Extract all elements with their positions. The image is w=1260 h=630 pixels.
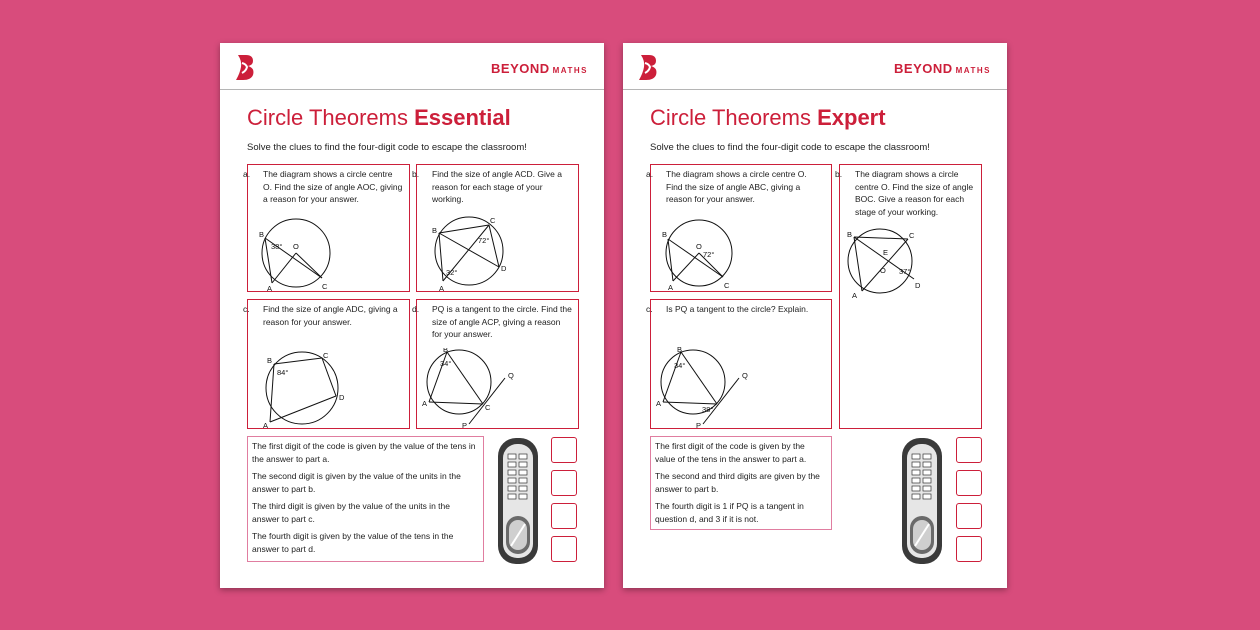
code-digit-4[interactable] (956, 536, 982, 562)
diagram-b (423, 213, 519, 291)
svg-text:C: C (909, 231, 915, 240)
svg-text:84°: 84° (277, 368, 289, 377)
clue-4: The fourth digit is given by the value of the tens in the answer to part d. (252, 531, 454, 554)
brand-name: BEYOND (491, 61, 550, 76)
svg-text:C: C (485, 403, 491, 412)
svg-text:A: A (852, 291, 858, 299)
worksheet-expert (623, 43, 1007, 588)
question-c-text: c. Is PQ a tangent to the circle? Explain. (646, 304, 809, 314)
diagram-d (421, 348, 521, 428)
svg-text:O: O (880, 266, 886, 275)
clue-1: The first digit of the code is given by the value of the tens in the answer to part a. (252, 441, 476, 464)
beyond-logo-icon (637, 53, 659, 81)
svg-text:72°: 72° (478, 236, 490, 245)
code-digit-4[interactable] (551, 536, 577, 562)
keypad-lock-icon (496, 436, 540, 566)
code-digit-3[interactable] (956, 503, 982, 529)
worksheet-essential (220, 43, 604, 588)
svg-text:O: O (696, 242, 702, 251)
sheet-header (623, 43, 1007, 90)
brand-wordmark (894, 61, 991, 76)
page-title (650, 105, 886, 131)
svg-text:A: A (263, 421, 269, 428)
diagram-c (655, 346, 755, 428)
instruction-text: Solve the clues to find the four-digit code to escape the classroom! (247, 142, 527, 153)
brand-sub: MATHS (552, 66, 588, 75)
question-a-text: a. The diagram shows a circle centre O. Find the size of angle ABC, giving a reason for your answer. (646, 169, 807, 204)
question-b-box (412, 164, 579, 292)
brand-sub: MATHS (955, 66, 991, 75)
code-digit-3[interactable] (551, 503, 577, 529)
question-b-text: b. Find the size of angle ACD. Give a reason for each stage of your working. (412, 169, 562, 204)
question-d-box (412, 299, 579, 429)
title-plain: Circle Theorems (650, 105, 818, 130)
svg-text:34°: 34° (440, 359, 452, 368)
svg-text:C: C (724, 281, 730, 290)
diagram-a (252, 217, 342, 291)
question-c-box (646, 299, 832, 429)
question-a-text: a. The diagram shows a circle centre O. Find the size of angle AOC, giving a reason for your answer. (243, 169, 403, 204)
svg-text:E: E (883, 248, 889, 257)
brand-name: BEYOND (894, 61, 953, 76)
question-d-text: d. PQ is a tangent to the circle. Find the size of angle ACP, giving a reason for your answer. (412, 304, 572, 339)
svg-text:B: B (662, 230, 668, 239)
svg-text:C: C (322, 282, 328, 291)
svg-text:A: A (439, 284, 445, 291)
svg-text:Q: Q (742, 371, 748, 380)
code-digit-1[interactable] (551, 437, 577, 463)
question-c-text: c. Find the size of angle ADC, giving a reason for your answer. (243, 304, 398, 327)
code-clues-box (247, 436, 484, 562)
code-clues-box (650, 436, 832, 530)
diagram-b (842, 227, 932, 299)
svg-text:A: A (267, 284, 273, 291)
svg-text:C: C (323, 351, 329, 360)
svg-text:32°: 32° (446, 268, 458, 277)
clue-1: The first digit of the code is given by the value of the tens in the answer to part a. (655, 441, 807, 464)
beyond-logo-icon (234, 53, 256, 81)
keypad-lock-icon (900, 436, 944, 566)
svg-text:B: B (443, 348, 449, 354)
svg-text:D: D (339, 393, 345, 402)
question-a-box (646, 164, 832, 292)
page-title (247, 105, 511, 131)
svg-text:A: A (668, 283, 674, 291)
question-c-box (243, 299, 410, 429)
svg-text:34°: 34° (674, 361, 686, 370)
question-b-text: b. The diagram shows a circle centre O. Find the size of angle BOC. Give a reason for each stage of your working. (835, 169, 974, 217)
svg-text:Q: Q (508, 371, 514, 380)
svg-text:A: A (422, 399, 428, 408)
sheet-header (220, 43, 604, 90)
title-plain: Circle Theorems (247, 105, 415, 130)
code-digit-1[interactable] (956, 437, 982, 463)
svg-text:37°: 37° (899, 267, 911, 276)
svg-text:D: D (501, 264, 507, 273)
clue-2: The second and third digits are given by the answer to part b. (655, 471, 820, 494)
title-bold: Expert (817, 105, 886, 130)
svg-text:O: O (293, 242, 299, 251)
diagram-a (655, 217, 751, 291)
diagram-c (256, 350, 350, 428)
brand-wordmark (491, 61, 588, 76)
svg-text:B: B (677, 346, 683, 354)
title-bold: Essential (414, 105, 511, 130)
clue-3: The third digit is given by the value of the units in the answer to part c. (252, 501, 450, 524)
svg-text:B: B (432, 226, 438, 235)
svg-text:P: P (462, 421, 468, 428)
svg-text:B: B (267, 356, 273, 365)
svg-text:C: C (490, 216, 496, 225)
svg-text:P: P (696, 421, 702, 428)
svg-text:B: B (259, 230, 265, 239)
svg-text:D: D (915, 281, 921, 290)
svg-text:72°: 72° (703, 250, 715, 259)
instruction-text: Solve the clues to find the four-digit code to escape the classroom! (650, 142, 930, 153)
clue-3: The fourth digit is 1 if PQ is a tangent in question d, and 3 if it is not. (655, 501, 804, 524)
svg-text:38°: 38° (702, 405, 714, 414)
question-b-box (835, 164, 982, 429)
question-a-box (243, 164, 410, 292)
clue-2: The second digit is given by the value of the units in the answer to part b. (252, 471, 461, 494)
code-digit-2[interactable] (551, 470, 577, 496)
svg-text:38°: 38° (271, 242, 283, 251)
code-digit-2[interactable] (956, 470, 982, 496)
svg-text:B: B (847, 230, 853, 239)
svg-text:A: A (656, 399, 662, 408)
